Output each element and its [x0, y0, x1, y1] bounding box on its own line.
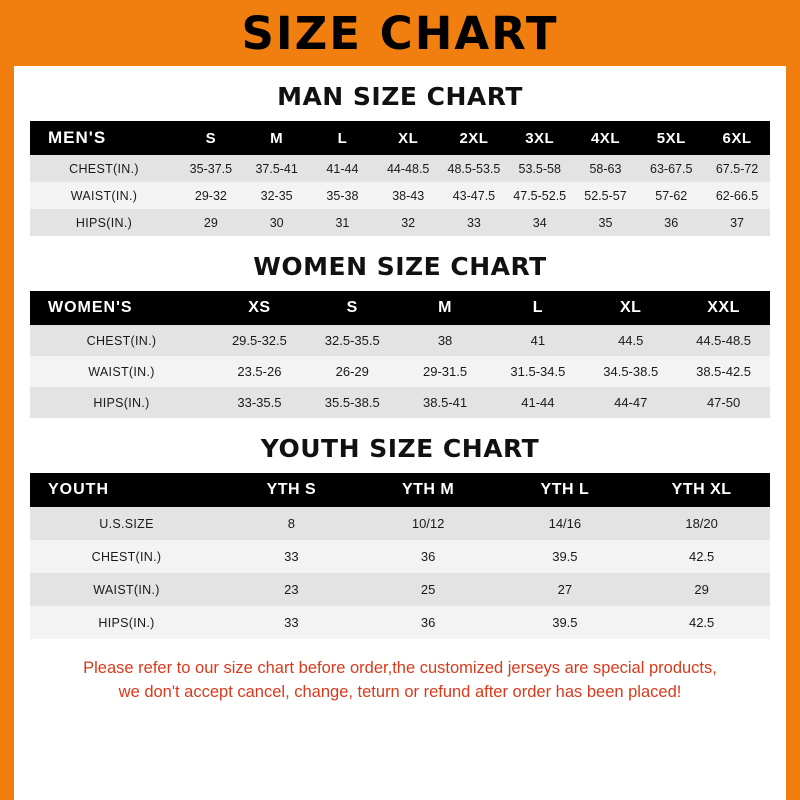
cell: 44.5 [584, 325, 677, 356]
cell: 33-35.5 [213, 387, 306, 418]
table-row [30, 387, 770, 418]
section-women [14, 252, 786, 418]
cell: 27 [497, 573, 634, 606]
cell: 37 [704, 209, 770, 236]
section-title-women: WOMEN SIZE CHART [253, 252, 547, 281]
cell: 52.5-57 [573, 182, 639, 209]
cell: 58-63 [573, 155, 639, 182]
cell: 38-43 [375, 182, 441, 209]
col-header: YOUTH [30, 473, 223, 507]
section-youth [14, 434, 786, 639]
cell: 29 [178, 209, 244, 236]
footer-notice [25, 657, 775, 705]
footer-line-2: we don't accept cancel, change, teturn or refund after order has been placed! [118, 682, 682, 701]
cell: 47-50 [677, 387, 770, 418]
cell: 8 [223, 507, 360, 540]
col-header: S [178, 121, 244, 155]
section-man [14, 82, 786, 236]
footer-line-1: Please refer to our size chart before order,the customized jerseys are special products, [83, 659, 717, 677]
cell: 43-47.5 [441, 182, 507, 209]
cell: 29-32 [178, 182, 244, 209]
cell: 33 [223, 540, 360, 573]
banner [0, 0, 800, 66]
table-row [30, 540, 770, 573]
col-header: YTH M [360, 473, 497, 507]
table-row [30, 325, 770, 356]
col-header: YTH S [223, 473, 360, 507]
cell: 36 [638, 209, 704, 236]
table-row [30, 356, 770, 387]
man-size-table [30, 121, 770, 236]
cell: 63-67.5 [638, 155, 704, 182]
cell: 29 [633, 573, 770, 606]
cell: 62-66.5 [704, 182, 770, 209]
cell: 53.5-58 [507, 155, 573, 182]
col-header: 5XL [638, 121, 704, 155]
cell: 57-62 [638, 182, 704, 209]
col-header: MEN'S [30, 121, 178, 155]
cell: 33 [441, 209, 507, 236]
cell: 35-38 [310, 182, 376, 209]
cell: 41-44 [491, 387, 584, 418]
cell: 41 [491, 325, 584, 356]
cell: 34.5-38.5 [584, 356, 677, 387]
cell: 32 [375, 209, 441, 236]
cell: 39.5 [497, 540, 634, 573]
cell: 35-37.5 [178, 155, 244, 182]
cell: 36 [360, 540, 497, 573]
table-row [30, 573, 770, 606]
cell: 32.5-35.5 [306, 325, 399, 356]
col-header: 6XL [704, 121, 770, 155]
section-title-youth: YOUTH SIZE CHART [260, 434, 540, 463]
cell: 14/16 [497, 507, 634, 540]
row-label: HIPS(IN.) [30, 209, 178, 236]
cell: 30 [244, 209, 310, 236]
cell: 39.5 [497, 606, 634, 639]
table-header-row [30, 473, 770, 507]
cell: 38.5-41 [399, 387, 492, 418]
table-row [30, 182, 770, 209]
row-label: HIPS(IN.) [30, 606, 223, 639]
col-header: YTH L [497, 473, 634, 507]
cell: 31.5-34.5 [491, 356, 584, 387]
col-header: YTH XL [633, 473, 770, 507]
cell: 38.5-42.5 [677, 356, 770, 387]
col-header: 4XL [573, 121, 639, 155]
row-label: WAIST(IN.) [30, 182, 178, 209]
row-label: HIPS(IN.) [30, 387, 213, 418]
table-row [30, 606, 770, 639]
row-label: WAIST(IN.) [30, 356, 213, 387]
cell: 44-47 [584, 387, 677, 418]
table-row [30, 209, 770, 236]
table-header-row [30, 121, 770, 155]
col-header: XS [213, 291, 306, 325]
page-title: SIZE CHART [241, 6, 559, 60]
cell: 44.5-48.5 [677, 325, 770, 356]
cell: 34 [507, 209, 573, 236]
cell: 48.5-53.5 [441, 155, 507, 182]
row-label: CHEST(IN.) [30, 540, 223, 573]
cell: 25 [360, 573, 497, 606]
col-header: XL [375, 121, 441, 155]
col-header: XXL [677, 291, 770, 325]
cell: 44-48.5 [375, 155, 441, 182]
col-header: XL [584, 291, 677, 325]
cell: 26-29 [306, 356, 399, 387]
col-header: 2XL [441, 121, 507, 155]
col-header: S [306, 291, 399, 325]
youth-size-table [30, 473, 770, 639]
row-label: CHEST(IN.) [30, 155, 178, 182]
cell: 29.5-32.5 [213, 325, 306, 356]
table-row [30, 155, 770, 182]
table-header-row [30, 291, 770, 325]
cell: 32-35 [244, 182, 310, 209]
col-header: L [310, 121, 376, 155]
cell: 23 [223, 573, 360, 606]
col-header: WOMEN'S [30, 291, 213, 325]
cell: 33 [223, 606, 360, 639]
cell: 29-31.5 [399, 356, 492, 387]
row-label: U.S.SIZE [30, 507, 223, 540]
col-header: L [491, 291, 584, 325]
row-label: WAIST(IN.) [30, 573, 223, 606]
cell: 37.5-41 [244, 155, 310, 182]
cell: 42.5 [633, 606, 770, 639]
women-size-table [30, 291, 770, 418]
cell: 23.5-26 [213, 356, 306, 387]
cell: 18/20 [633, 507, 770, 540]
table-row [30, 507, 770, 540]
cell: 35 [573, 209, 639, 236]
col-header: M [399, 291, 492, 325]
cell: 31 [310, 209, 376, 236]
cell: 47.5-52.5 [507, 182, 573, 209]
cell: 38 [399, 325, 492, 356]
cell: 10/12 [360, 507, 497, 540]
section-title-man: MAN SIZE CHART [277, 82, 523, 111]
cell: 36 [360, 606, 497, 639]
cell: 35.5-38.5 [306, 387, 399, 418]
cell: 42.5 [633, 540, 770, 573]
cell: 67.5-72 [704, 155, 770, 182]
row-label: CHEST(IN.) [30, 325, 213, 356]
cell: 41-44 [310, 155, 376, 182]
col-header: M [244, 121, 310, 155]
col-header: 3XL [507, 121, 573, 155]
